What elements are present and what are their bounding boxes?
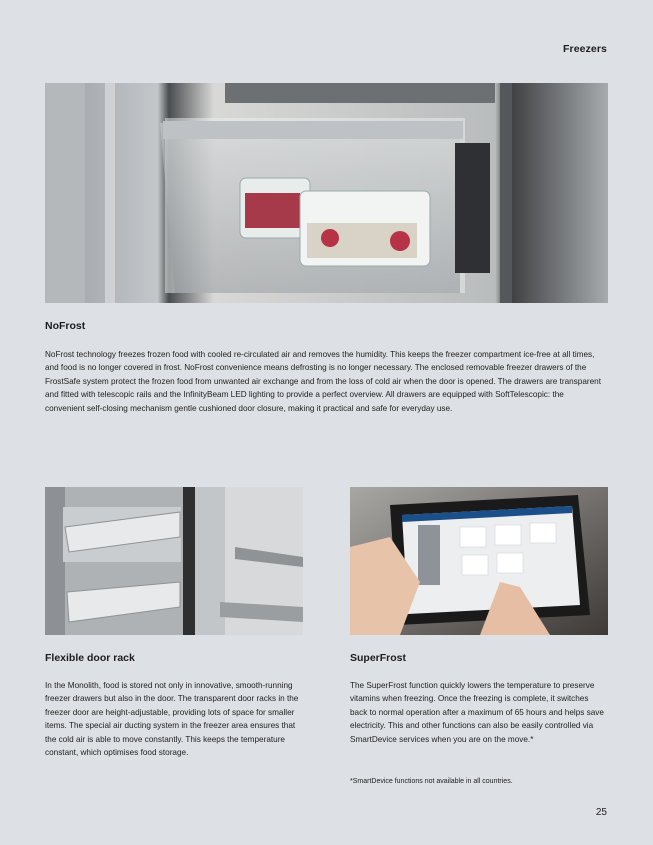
nofrost-heading: NoFrost <box>45 320 86 332</box>
door-rack-body: In the Monolith, food is stored not only in innovative, smooth-running freezer drawers but also in the door. The transparent door racks in the freezer door are height-adjustable, providing lots of space for smaller items. The special air ducting system in the freezer area ensures that the cold air is able to move constantly. This keeps the temperature constant, which optimises food storage. <box>45 681 299 758</box>
door-rack-heading: Flexible door rack <box>45 652 135 664</box>
door-rack-photo <box>45 487 303 635</box>
section-title: Freezers <box>563 43 607 55</box>
superfrost-body: The SuperFrost function quickly lowers the temperature to preserve vitamins when freezing. Once the freezing is complete, it switches back to normal operation after a maximum of 65 hours and helps save electricity. This and other functions can also be easily controlled via SmartDevice services when you are on the move.* <box>350 681 604 744</box>
tablet-app-photo <box>350 487 608 635</box>
superfrost-heading: SuperFrost <box>350 652 407 664</box>
superfrost-footnote: *SmartDevice functions not available in all countries. <box>350 778 513 785</box>
nofrost-body: NoFrost technology freezes frozen food with cooled re-circulated air and removes the humidity. This keeps the freezer compartment ice-free at all times, and food is no longer covered in frost. NoFrost convenience means defrosting is no longer necessary. The enclosed removable freezer drawers of the FrostSafe system protect the frozen food from unwanted air exchange and from the loss of cold air when the door is opened. The drawers are transparent and fitted with telescopic rails and the InfinityBeam LED lighting to provide a perfect overview. All drawers are equipped with SoftTelescopic: the convenient self-closing mechanism gentle cushioned door closure, making it practical and safe for everyday use. <box>45 350 601 413</box>
freezer-drawer-photo <box>45 83 608 303</box>
page-number: 25 <box>595 807 607 818</box>
